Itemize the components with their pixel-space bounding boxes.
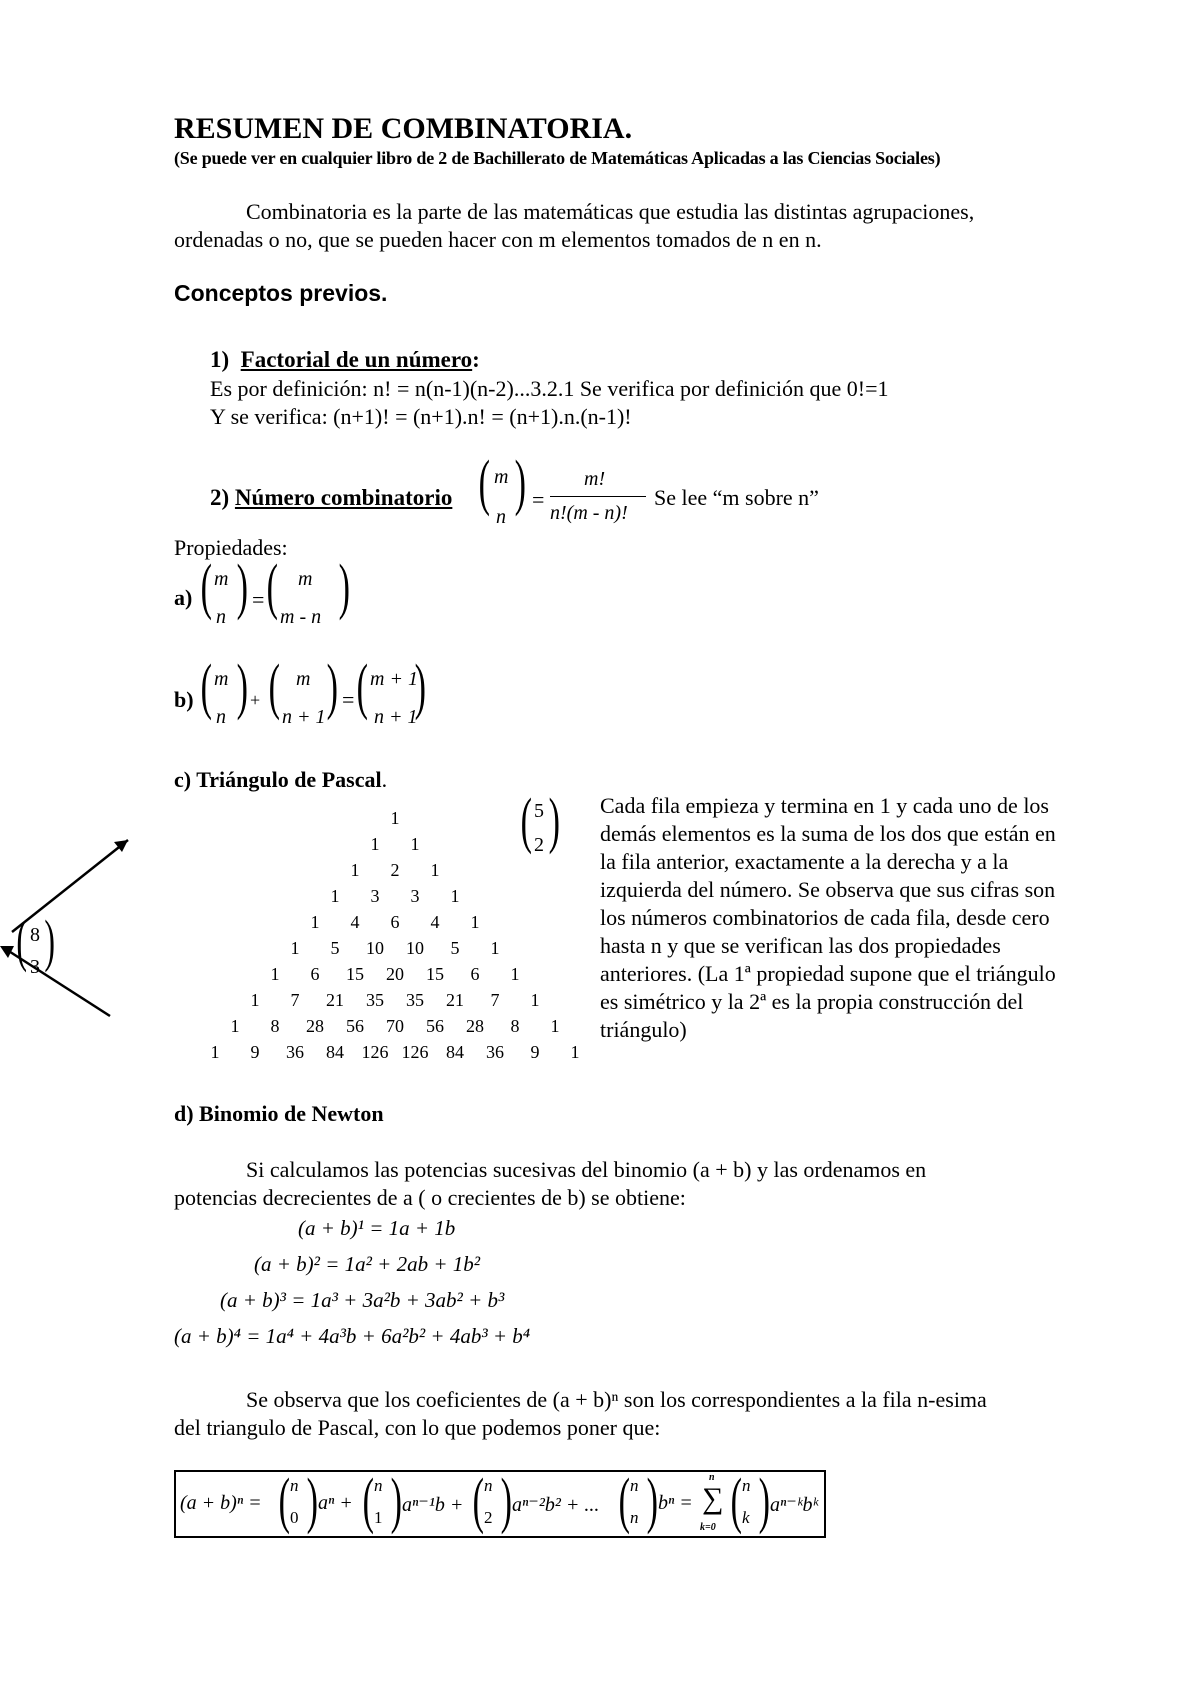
right-paren-icon: ) xyxy=(326,653,339,721)
propiedades-label: Propiedades: xyxy=(174,535,288,560)
left-paren-icon: ( xyxy=(520,787,533,855)
factorial-definition: Es por definición: n! = n(n-1)(n-2)...3.2.1 Se verifica por definición que 0!=1 xyxy=(210,376,889,401)
pascal-value: 10 xyxy=(406,938,424,958)
left-paren-icon: ( xyxy=(266,553,279,621)
factorial-heading xyxy=(210,346,480,374)
formula-t0-bottom: 0 xyxy=(290,1508,299,1527)
pascal-value: 28 xyxy=(466,1016,484,1036)
pascal-row xyxy=(190,912,600,933)
formula-lhs: (a + b)ⁿ = xyxy=(180,1492,262,1514)
fraction-bar xyxy=(550,496,646,497)
left-paren-icon: ( xyxy=(278,1467,291,1535)
pascal-value: 1 xyxy=(390,808,400,828)
pascal-value: 1 xyxy=(290,938,300,958)
arrow-up-right-icon xyxy=(12,840,128,932)
right-paren-icon: ) xyxy=(548,787,561,855)
pascal-value: 1 xyxy=(430,860,440,880)
pascal-value: 1 xyxy=(510,964,520,984)
factorial-verifies: Y se verifica: (n+1)! = (n+1).n! = (n+1).n.(n-1)! xyxy=(210,404,632,429)
equals-sign: = xyxy=(532,487,545,512)
document-title: RESUMEN DE COMBINATORIA. xyxy=(174,112,633,145)
sum-upper-limit: n xyxy=(709,1472,715,1483)
right-paren-icon: ) xyxy=(236,553,249,621)
pascal-value: 56 xyxy=(346,1016,364,1036)
equals-sign: = xyxy=(252,587,265,612)
pascal-row xyxy=(190,886,600,907)
pascal-value: 8 xyxy=(510,1016,520,1036)
pascal-value: 56 xyxy=(426,1016,444,1036)
prop-b-t2-bottom: n + 1 xyxy=(282,706,326,728)
binomio-heading: d) Binomio de Newton xyxy=(174,1101,384,1126)
pascal-value: 4 xyxy=(430,912,440,932)
pascal-value: 6 xyxy=(470,964,480,984)
pascal-value: 9 xyxy=(250,1042,260,1062)
formula-t2-tail: aⁿ⁻²b² + ... xyxy=(512,1494,600,1516)
formula-tn-bottom: n xyxy=(630,1508,639,1527)
factorial-colon: : xyxy=(472,347,480,372)
pascal-value: 1 xyxy=(530,990,540,1010)
pascal-value: 3 xyxy=(410,886,420,906)
pascal-row xyxy=(190,938,600,959)
formula-tn-tail: bⁿ = xyxy=(658,1492,693,1514)
fraction-numerator: m! xyxy=(584,468,606,490)
left-paren-icon: ( xyxy=(268,653,281,721)
left-paren-icon: ( xyxy=(362,1467,375,1535)
prop-a-right-bottom: m - n xyxy=(280,606,322,628)
pascal-value: 126 xyxy=(401,1042,429,1062)
formula-t2-top: n xyxy=(484,1476,493,1495)
combinatorio-number: 2) xyxy=(210,485,230,510)
pascal-value: 21 xyxy=(446,990,464,1010)
prop-c-title: c) Triángulo de Pascal xyxy=(174,767,382,792)
pascal-value: 28 xyxy=(306,1016,324,1036)
combinatorio-title: Número combinatorio xyxy=(234,485,453,510)
factorial-number: 1) xyxy=(210,347,230,372)
pascal-value: 70 xyxy=(386,1016,404,1036)
left-paren-icon: ( xyxy=(200,653,213,721)
pascal-value: 8 xyxy=(270,1016,280,1036)
pascal-value: 1 xyxy=(350,860,360,880)
document-subtitle: (Se puede ver en cualquier libro de 2 de Bachillerato de Matemáticas Aplicadas a las Ciencias Sociales) xyxy=(174,148,941,168)
prop-b-right-bottom: n + 1 xyxy=(374,706,418,728)
left-paren-icon: ( xyxy=(478,449,491,517)
left-paren-icon: ( xyxy=(472,1467,485,1535)
pascal-row xyxy=(190,1016,600,1037)
pascal-value: 9 xyxy=(530,1042,540,1062)
formula-t1-top: n xyxy=(374,1476,383,1495)
newton-formula-box xyxy=(174,1467,826,1538)
pascal-value: 21 xyxy=(326,990,344,1010)
binomio-p2-line2: del triangulo de Pascal, con lo que podemos poner que: xyxy=(174,1415,661,1440)
pascal-value: 1 xyxy=(250,990,260,1010)
binomio-p2-line1: Se observa que los coeficientes de (a + b)ⁿ son los correspondientes a la fila n-esima xyxy=(246,1387,987,1412)
formula-tk-bottom: k xyxy=(742,1508,750,1527)
formula-t0-top: n xyxy=(290,1476,299,1495)
formula-tk-top: n xyxy=(742,1476,751,1495)
pascal-value: 6 xyxy=(310,964,320,984)
pascal-value: 1 xyxy=(550,1016,560,1036)
pascal-value: 1 xyxy=(210,1042,220,1062)
pascal-value: 1 xyxy=(370,834,380,854)
pascal-value: 84 xyxy=(446,1042,464,1062)
pascal-value: 1 xyxy=(490,938,500,958)
prop-a-right-top: m xyxy=(298,568,313,590)
sum-lower-limit: k=0 xyxy=(700,1522,716,1533)
pascal-value: 35 xyxy=(366,990,384,1010)
right-paren-icon: ) xyxy=(500,1467,513,1535)
combinatorio-bottom: n xyxy=(496,506,506,528)
pascal-example-bottom: 2 xyxy=(534,834,544,856)
prop-b-t2-top: m xyxy=(296,668,311,690)
prop-b-t1-bottom: n xyxy=(216,706,226,728)
formula-t1-tail: aⁿ⁻¹b + xyxy=(402,1494,464,1516)
formula-t0-tail: aⁿ + xyxy=(318,1492,353,1514)
pascal-row xyxy=(190,990,600,1011)
right-paren-icon: ) xyxy=(306,1467,319,1535)
pascal-description: Cada fila empieza y termina en 1 y cada uno de los demás elementos es la suma de los dos que están en la fila anterior, exactamente a la derecha y a la izquierda del número. Se observa que sus cifras son los números combinatorios de cada fila, desde cero hasta n y que se verifican las dos propiedades anteriores. (La 1ª propiedad supone que el triángulo es simétrico y la 2ª es la propia construcción del triángulo) xyxy=(600,793,1056,1042)
equals-sign: = xyxy=(342,687,355,712)
prop-a-label: a) xyxy=(174,585,193,610)
pascal-value: 1 xyxy=(270,964,280,984)
pascal-row xyxy=(190,860,600,881)
right-paren-icon: ) xyxy=(514,449,527,517)
right-paren-icon: ) xyxy=(236,653,249,721)
pascal-value: 10 xyxy=(366,938,384,958)
pascal-value: 6 xyxy=(390,912,400,932)
pascal-value: 36 xyxy=(286,1042,304,1062)
left-paren-icon: ( xyxy=(200,553,213,621)
prop-a-left-top: m xyxy=(214,568,229,590)
prop-c-dot: . xyxy=(381,767,388,792)
pascal-value: 35 xyxy=(406,990,424,1010)
section-heading-conceptos: Conceptos previos. xyxy=(174,280,388,306)
pascal-value: 5 xyxy=(450,938,460,958)
combinatorio-heading xyxy=(210,484,452,512)
prop-b-label: b) xyxy=(174,687,194,712)
plus-sign: + xyxy=(250,690,261,710)
right-paren-icon: ) xyxy=(338,553,351,621)
formula-tn-top: n xyxy=(630,1476,639,1495)
pascal-value: 36 xyxy=(486,1042,504,1062)
pascal-value: 126 xyxy=(361,1042,389,1062)
pascal-value: 3 xyxy=(370,886,380,906)
pascal-value: 1 xyxy=(470,912,480,932)
pascal-value: 1 xyxy=(570,1042,580,1062)
formula-t1-bottom: 1 xyxy=(374,1508,383,1527)
left-paren-icon: ( xyxy=(16,908,27,973)
binomio-p1-line2: potencias decrecientes de a ( o crecientes de b) se obtiene: xyxy=(174,1185,686,1210)
right-paren-icon: ) xyxy=(758,1467,771,1535)
pascal-value: 2 xyxy=(390,860,400,880)
pascal-value: 1 xyxy=(410,834,420,854)
pascal-value: 4 xyxy=(350,912,360,932)
right-paren-icon: ) xyxy=(646,1467,659,1535)
pascal-value: 15 xyxy=(426,964,444,984)
prop-b-right-top: m + 1 xyxy=(370,668,418,690)
intro-line-1: Combinatoria es la parte de las matemáticas que estudia las distintas agrupaciones, xyxy=(246,199,975,224)
pascal-side-top: 8 xyxy=(30,924,40,946)
binomio-eq-1: (a + b)¹ = 1a + 1b xyxy=(298,1216,456,1240)
binomio-eq-4: (a + b)⁴ = 1a⁴ + 4a³b + 6a²b² + 4ab³ + b⁴ xyxy=(174,1324,531,1348)
right-paren-icon: ) xyxy=(414,653,427,721)
pascal-row xyxy=(190,964,600,985)
pascal-value: 20 xyxy=(386,964,404,984)
pascal-value: 1 xyxy=(230,1016,240,1036)
formula-t2-bottom: 2 xyxy=(484,1508,493,1527)
fraction-denominator: n!(m - n)! xyxy=(550,502,628,524)
right-paren-icon: ) xyxy=(44,908,55,973)
pascal-value: 5 xyxy=(330,938,340,958)
pascal-value: 1 xyxy=(450,886,460,906)
pascal-value: 7 xyxy=(490,990,500,1010)
prop-c-label xyxy=(174,766,387,794)
pascal-example-top: 5 xyxy=(534,800,544,822)
binomio-eq-2: (a + b)² = 1a² + 2ab + 1b² xyxy=(254,1252,481,1276)
pascal-value: 84 xyxy=(326,1042,344,1062)
right-paren-icon: ) xyxy=(390,1467,403,1535)
combinatorio-top: m xyxy=(494,466,509,488)
intro-line-2: ordenadas o no, que se pueden hacer con m elementos tomados de n en n. xyxy=(174,227,822,252)
pascal-value: 7 xyxy=(290,990,300,1010)
pascal-value: 1 xyxy=(330,886,340,906)
binomio-eq-3: (a + b)³ = 1a³ + 3a²b + 3ab² + b³ xyxy=(220,1288,505,1312)
formula-tk-tail: aⁿ⁻ᵏbᵏ xyxy=(770,1494,819,1516)
binomio-p1-line1: Si calculamos las potencias sucesivas del binomio (a + b) y las ordenamos en xyxy=(246,1157,927,1182)
combinatorio-reading: Se lee “m sobre n” xyxy=(654,485,819,510)
pascal-value: 1 xyxy=(310,912,320,932)
left-paren-icon: ( xyxy=(356,653,369,721)
pascal-value: 15 xyxy=(346,964,364,984)
prop-a-left-bottom: n xyxy=(216,606,226,628)
left-paren-icon: ( xyxy=(618,1467,631,1535)
sum-icon: ∑ xyxy=(702,1482,724,1515)
factorial-title: Factorial de un número xyxy=(240,347,473,372)
left-paren-icon: ( xyxy=(730,1467,743,1535)
pascal-side-bottom: 3 xyxy=(30,956,40,978)
pascal-row xyxy=(190,1042,600,1063)
prop-b-t1-top: m xyxy=(214,668,229,690)
